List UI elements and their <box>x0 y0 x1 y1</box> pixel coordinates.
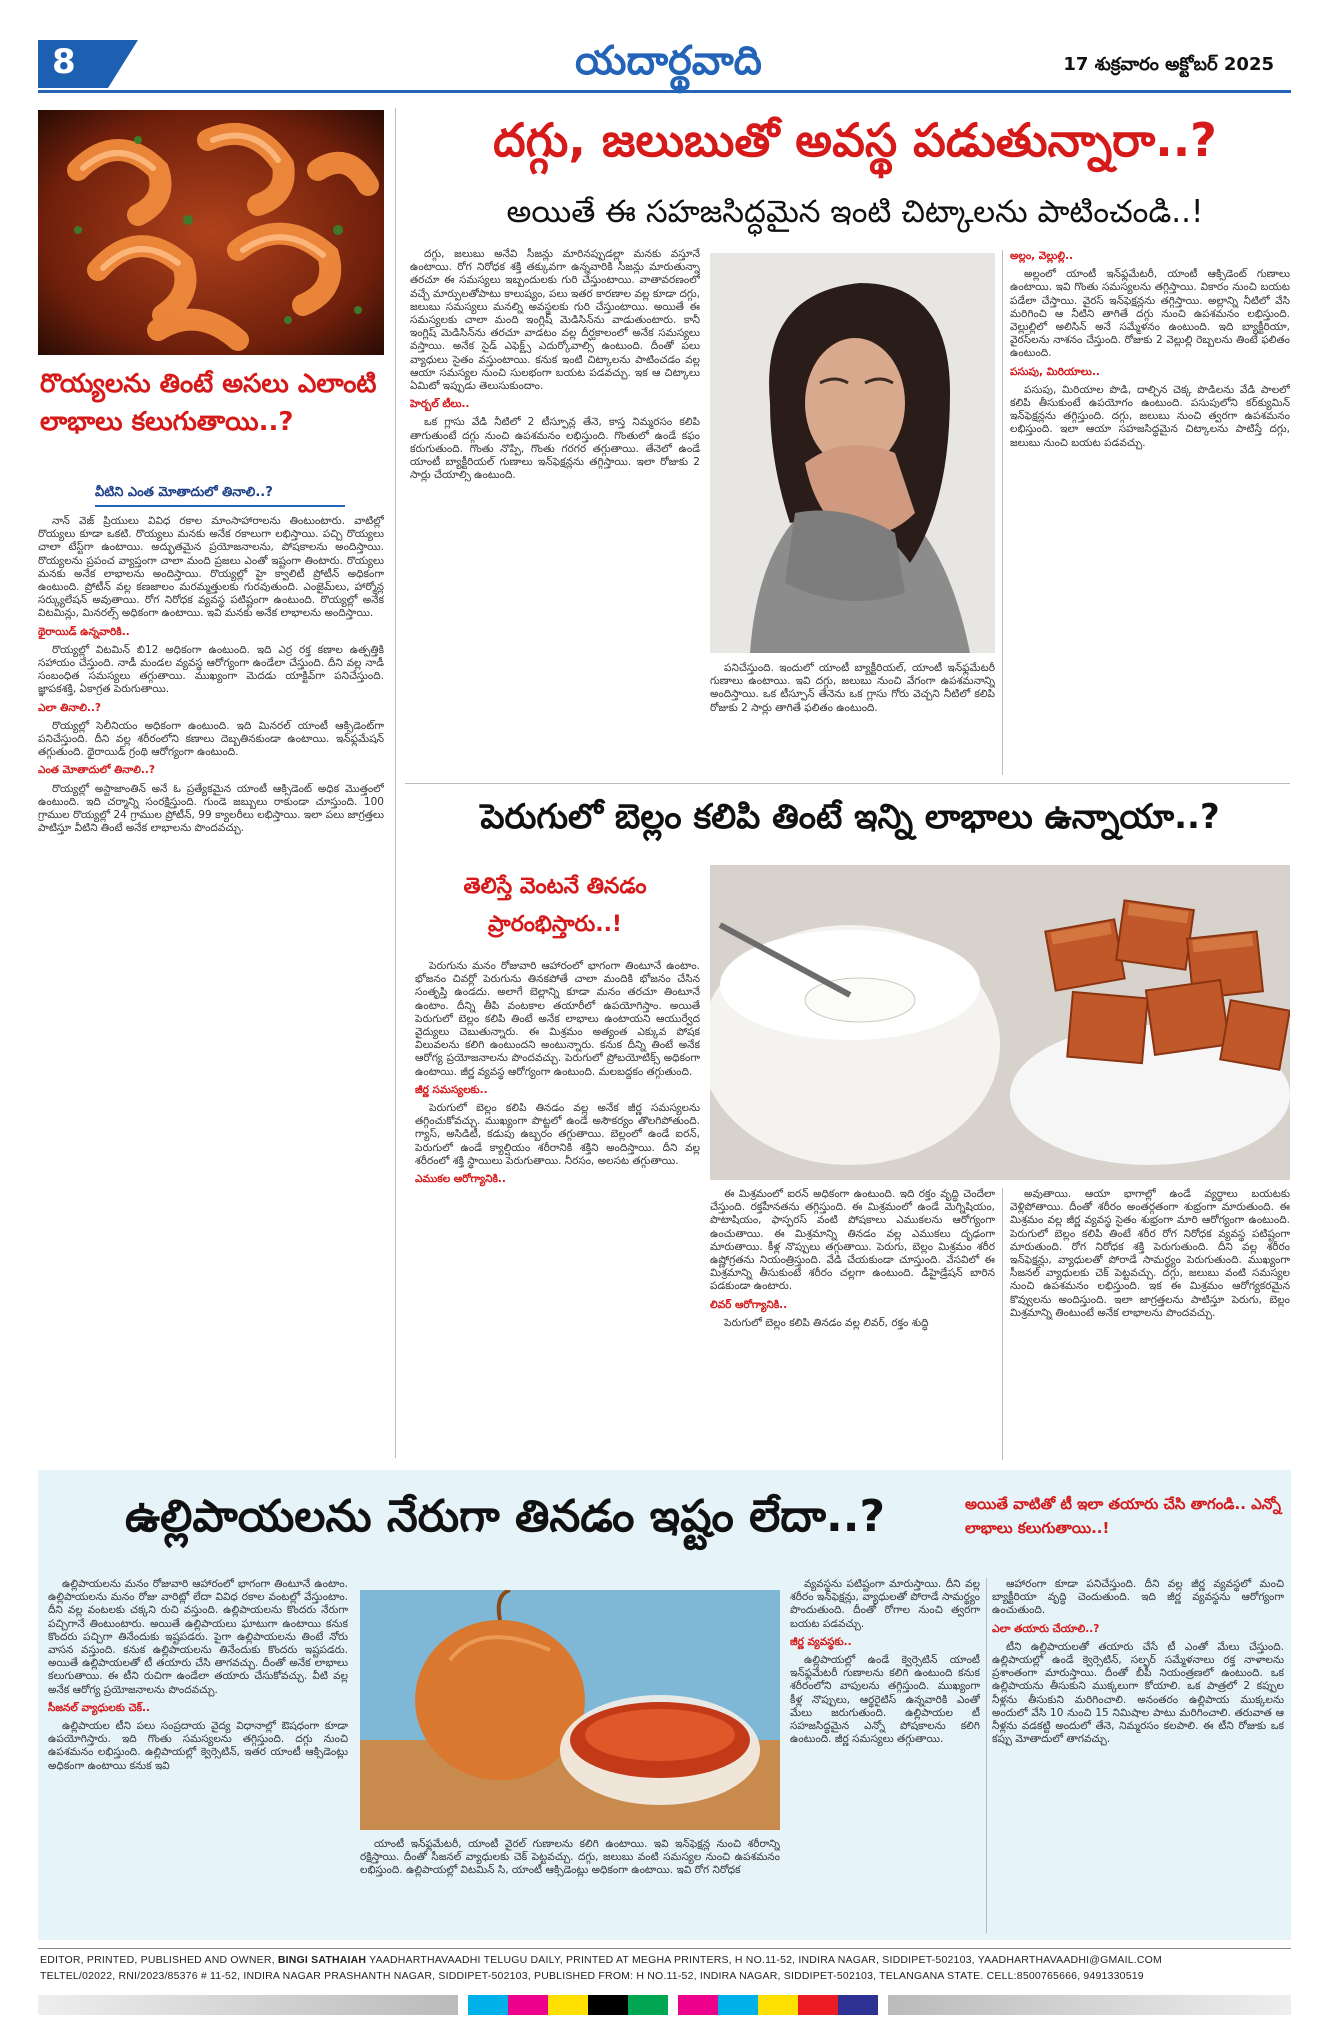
cold-subtitle: అయితే ఈ సహజసిద్ధమైన ఇంటి చిట్కాలను పాటించండి..! <box>506 194 1204 230</box>
cold-paragraph: పనిచేస్తుంది. ఇందులో యాంటీ బ్యాక్టీరియల్, యాంటీ ఇన్‌ఫ్లమేటరీ గుణాలు ఉంటాయి. ఇవి దగ్గు, జలుబు నుంచి వేగంగా ఉపశమనాన్ని అందిస్తాయి. ఒక టీస్పూన్ తేనెను ఒక గ్లాసు గోరు వెచ్చని నీటిలో కలిపి రోజుకు 2 సార్లు తాగితే ఫలితం ఉంటుంది. <box>710 662 995 714</box>
onion-column-1 <box>48 1578 348 1933</box>
onion-paragraph: యాంటీ ఇన్‌ఫ్లమేటరీ, యాంటీ వైరల్ గుణాలను కలిగి ఉంటాయి. ఇవి ఇన్‌ఫెక్షన్ల నుంచి శరీరాన్ని రక్షిస్తాయి. దీంతో సీజనల్ వ్యాధులకు చెక్ పెట్టవచ్చు. దగ్గు, జలుబు వంటి సమస్యల నుంచి ఉపశమనం లభిస్తుంది. ఉల్లిపాయల్లో విటమిన్ సి, యాంటీ ఆక్సిడెంట్లు అధికంగా ఉంటాయి. ఇవి రోగ నిరోధక <box>360 1838 780 1877</box>
prawns-paragraph: రొయ్యల్లో సెలీనియం అధికంగా ఉంటుంది. ఇది మినరల్ యాంటీ ఆక్సిడెంట్‌గా పనిచేస్తుంది. దీని వల్ల శరీరంలోని కణాలు దెబ్బతినకుండా ఉంటాయి. ఇన్‌ఫ్లమేషన్ తగ్గుతుంది. థైరాయిడ్ గ్రంథి ఆరోగ్యంగా ఉంటుంది. <box>38 719 384 759</box>
onion-paragraph: వ్యవస్థను పటిష్టంగా మారుస్తాయి. దీని వల్ల శరీరం ఇన్‌ఫెక్షన్లు, వ్యాధులతో పోరాడే సామర్థ్యం పొందుతుంది. దీంతో రోగాల నుంచి త్వరగా బయట పడవచ్చు. <box>790 1578 980 1630</box>
curd-headline: పెరుగులో బెల్లం కలిపి తింటే ఇన్ని లాభాలు ఉన్నాయా..? <box>480 797 1220 837</box>
cold-headline: దగ్గు, జలుబుతో అవస్థ పడుతున్నారా..? <box>493 113 1217 167</box>
cold-subhead: హెర్బల్ టీలు.. <box>410 398 470 411</box>
curd-subhead: ఎముకల ఆరోగ్యానికి.. <box>415 1173 506 1186</box>
onion-subhead: జీర్ణ వ్యవస్థకు.. <box>790 1635 852 1648</box>
onion-tea-image <box>360 1590 780 1830</box>
column-divider <box>986 1578 987 1933</box>
onion-kicker: అయితే వాటితో టీ ఇలా తయారు చేసి తాగండి.. ఎన్నో లాభాలు కలుగుతాయి..! <box>965 1495 1281 1537</box>
prawns-subhead: థైరాయిడ్ ఉన్నవారికి.. <box>38 625 130 638</box>
prawns-subhead: ఎలా తినాలి..? <box>38 701 101 714</box>
section-divider <box>405 783 1290 784</box>
header-rule <box>38 90 1291 93</box>
prawns-dish-image <box>38 110 384 355</box>
footer-rule <box>38 1948 1291 1949</box>
cold-paragraph: ఒక గ్లాసు వేడి నీటిలో 2 టీస్పూన్ల తేనె, కాస్త నిమ్మరసం కలిపి తాగుతుంటే దగ్గు నుంచి ఉపశమనం లభిస్తుంది. గొంతులో ఉండే కఫం కరుగుతుంది. గొంతు నొప్పి, గొంతు గరగర తగ్గుతాయి. తేనెలో ఉండే యాంటీ బ్యాక్టీరియల్ గుణాలు ఇన్‌ఫెక్షన్లను తగ్గిస్తాయి. ఇలా రోజుకు 2 సార్లు చేయాల్సి ఉంటుంది. <box>410 416 700 482</box>
cold-paragraph: పసుపు, మిరియాల పొడి, దాల్చిన చెక్క పొడిలను వేడి పాలలో కలిపి తీసుకుంటే ఉపయోగం ఉంటుంది. పసుపులోని కర్‌క్యుమిన్ ఇన్‌ఫెక్షన్లను తగ్గిస్తుంది. దగ్గు, జలుబు నుంచి త్వరగా ఉపశమనం లభిస్తుంది. ఇలా ఆయా సహజసిద్ధమైన చిట్కాలను పాటిస్తే దగ్గు, జలుబు నుంచి బయట పడవచ్చు. <box>1010 383 1290 449</box>
prawns-headline: రొయ్యలను తింటే అసలు ఎలాంటి లాభాలు కలుగుతాయి..? <box>40 369 377 437</box>
curd-subhead: జీర్ణ సమస్యలకు.. <box>415 1083 488 1096</box>
cold-subhead: పసుపు, మిరియాలు.. <box>1010 365 1100 378</box>
onion-paragraph: ఉల్లిపాయలను మనం రోజువారి ఆహారంలో భాగంగా తింటూనే ఉంటాం. ఉల్లిపాయలను మనం రోజు వారిట్లో లేదా వివిధ రకాల వంటల్లో వేస్తుంటాం. దీని వల్ల వంటలకు చక్కని రుచి వస్తుంది. ఉల్లిపాయలను కొందరు నేరుగా పచ్చిగానే తింటుంటారు. అయితే ఉల్లిపాయలు ఘాటుగా ఉంటాయి కనుక కొందరు పచ్చిగా తినేందుకు ఇష్టపడరు. పైగా ఉల్లిపాయలను తింటే నోరు వాసన వస్తుంది. కనుక ఉల్లిపాయలను తినేందుకు కొందరు ఇష్టపడరు. అయితే ఉల్లిపాయలతో టీ తయారు చేసి తాగవచ్చు. దీంతో అనేక లాభాలు కలుగుతాయి. ఈ టీని రుచిగా ఉండేలా తయారు చేసుకోవచ్చు. వీటి వల్ల అనేక ఆరోగ్య ప్రయోజనాలను పొందవచ్చు. <box>48 1578 348 1696</box>
prawns-subhead: ఎంత మోతాదులో తినాలి..? <box>38 764 155 777</box>
imprint-rest: YAADHARTHAVAADHI TELUGU DAILY, PRINTED AT MEGHA PRINTERS, H NO.11-52, INDIRA NAGAR, SIDDIPET-502103, YAADHARTHAVAADHI@GMAIL.COM <box>366 1954 1162 1966</box>
curd-kicker: తెలిస్తే వెంటనే తినడం ప్రారంభిస్తారు..! <box>463 874 647 937</box>
curd-column-1 <box>415 960 700 1460</box>
cold-paragraph: దగ్గు, జలుబు అనేవి సీజన్లు మారినప్పుడల్లా మనకు వస్తూనే ఉంటాయి. రోగ నిరోధక శక్తి తక్కువగా ఉన్నవారికి సీజన్లు మారుతున్నా తరచూ ఈ సమస్యలు ఇబ్బందులకు గురి చేస్తుంటాయి. వాతావరణంలో వచ్చే మార్పులతోపాటు కాలుష్యం, పలు ఇతర కారణాల వల్ల కూడా దగ్గు, జలుబు సమస్యలు మనల్ని అవస్థలకు గురి చేస్తుంటాయి. అయితే ఈ సమస్యలకు చాలా మంది ఇంగ్లిష్ మెడిసిన్‌ను వాడుతుంటారు. కానీ ఇంగ్లిష్ మెడిసిన్‌ను తరచూ వాడటం వల్ల దీర్ఘకాలంలో అనేక సమస్యలు వస్తాయి. అనేక సైడ్ ఎఫెక్ట్స్ ఎదుర్కోవాల్సి ఉంటుంది. దీంతో పలు వ్యాధులు సైతం వస్తుంటాయి. కనుక ఇంటి చిట్కాలను పాటించడం వల్ల ఆయా సమస్యల నుంచి సులభంగా బయట పడవచ్చు. ఇక ఆ చిట్కాలు ఏమిటో ఇప్పుడు తెలుసుకుందాం. <box>410 248 700 393</box>
prawns-body <box>38 515 384 1460</box>
curd-paragraph: ఈ మిశ్రమంలో ఐరన్ అధికంగా ఉంటుంది. ఇది రక్తం వృద్ధి చెందేలా చేస్తుంది. రక్తహీనతను తగ్గిస్తుంది. ఈ మిశ్రమంలో ఉండే మెగ్నిషియం, పొటాషియం, ఫాస్ఫరస్ వంటి పోషకాలు ఎముకలను ఆరోగ్యంగా ఉంచుతాయి. ఈ మిశ్రమాన్ని తినడం వల్ల ఎముకలు దృఢంగా మారుతాయి. కీళ్ల నొప్పులు తగ్గుతాయి. పెరుగు, బెల్లం మిశ్రమం శరీర ఉష్ణోగ్రతను నియంత్రిస్తుంది. వేడి చేయకుండా చూస్తుంది. వేసవిలో ఈ మిశ్రమాన్ని తీసుకుంటే శరీరం చల్లగా ఉంటుంది. డీహైడ్రేషన్ బారిన పడకుండా ఉంటారు. <box>710 1188 995 1293</box>
cmyk-swatches <box>468 1995 668 2015</box>
cold-subhead: అల్లం, వెల్లుల్లి.. <box>1010 250 1074 262</box>
grey-ramp <box>888 1995 1291 2015</box>
curd-paragraph: పెరుగులో బెల్లం కలిపి తినడం వల్ల లివర్, రక్తం శుద్ధి <box>724 1316 929 1329</box>
curd-paragraph: అవుతాయి. ఆయా భాగాల్లో ఉండే వ్యర్థాలు బయటకు వెళ్లిపోతాయి. దీంతో శరీరం అంతర్గతంగా శుభ్రంగా మారుతుంది. ఈ మిశ్రమం వల్ల జీర్ణ వ్యవస్థ సైతం శుభ్రంగా మారి ఆరోగ్యంగా ఉంటుంది. పెరుగులో బెల్లం కలిపి తింటే శరీర రోగ నిరోధక వ్యవస్థ పటిష్టంగా మారుతుంది. రోగ నిరోధక శక్తి పెరుగుతుంది. దీని వల్ల శరీరం ఇన్‌ఫెక్షన్లు, వ్యాధులతో పోరాడే సామర్థ్యం పెరుగుతుంది. ముఖ్యంగా సీజనల్ వ్యాధులకు చెక్ పెట్టవచ్చు. దగ్గు, జలుబు వంటి సమస్యల నుంచి ఉపశమనం లభిస్తుంది. ఇక ఈ మిశ్రమం ఆరోగ్యకరమైన కొవ్వులను అందిస్తుంది. ఇలా జాగ్రత్తలను పాటిస్తూ పెరుగు, బెల్లం మిశ్రమాన్ని తింటుంటే అనేక లాభాలను పొందవచ్చు. <box>1010 1188 1290 1319</box>
woman-coughing-image <box>710 253 995 653</box>
curd-column-3 <box>1010 1188 1290 1460</box>
onion-paragraph: టీని ఉల్లిపాయలతో తయారు చేసే టీ ఎంతో మేలు చేస్తుంది. ఉల్లిపాయల్లో ఉండే క్వెర్సెటిన్, సల్ఫర్ సమ్మేళనాలు రక్త నాళాలను ప్రశాంతంగా మారుస్తాయి. దీంతో బీపీ నియంత్రణలో ఉంటుంది. ఒక ఉల్లిపాయను తీసుకుని ముక్కలుగా కోయాలి. ఒక పాత్రలో 2 కప్పుల నీళ్లను తీసుకుని మరిగించాలి. అనంతరం ఉల్లిపాయ ముక్కలను అందులో వేసి 10 నుంచి 15 నిమిషాల పాటు మరిగించాలి. తరువాత ఆ నీళ్లను వడకట్టి అందులో తేనె, నిమ్మరసం కలపాలి. ఈ టీని రోజుకు ఒక కప్పు మోతాదులో తాగవచ్చు. <box>992 1640 1284 1746</box>
imprint-prefix: EDITOR, PRINTED, PUBLISHED AND OWNER, <box>40 1954 278 1966</box>
cmyk-swatches <box>678 1995 878 2015</box>
cold-paragraph: అల్లంలో యాంటీ ఇన్‌ఫ్లమేటరీ, యాంటీ ఆక్సిడెంట్ గుణాలు ఉంటాయి. ఇవి గొంతు సమస్యలను తగ్గిస్తాయి. వికారం నుంచి బయట పడేలా చేస్తాయి. వైరస్ ఇన్‌ఫెక్షన్లను తగ్గిస్తాయి. అల్లాన్ని నీటిలో వేసి మరిగించి ఆ నీటిని తాగితే దగ్గు నుంచి ఉపశమనం లభిస్తుంది. వెల్లుల్లిలో అలిసిన్ అనే సమ్మేళనం ఉంటుంది. ఇది బ్యాక్టీరియా, వైరస్‌లను నాశనం చేస్తుంది. రోజుకు 2 వెల్లుల్లి రెబ్బలను తింటే ఫలితం ఉంటుంది. <box>1010 268 1290 360</box>
onion-paragraph: ఉల్లిపాయల్లో ఉండే క్వెర్సెటిన్ యాంటీ ఇన్‌ఫ్లమేటరీ గుణాలను కలిగి ఉంటుంది కనుక శరీరంలోని వాపులను తగ్గిస్తుంది. ముఖ్యంగా కీళ్ల నొప్పులు, ఆర్థరైటిస్ ఉన్నవారికి ఎంతో మేలు జరుగుతుంది. ఉల్లిపాయల టీ సహజసిద్ధమైన ఎన్నో పోషకాలను కలిగి ఉంటుంది. జీర్ణ సమస్యలు తగ్గుతాయి. <box>790 1654 980 1746</box>
grey-ramp <box>38 1995 458 2015</box>
page-number: 8 <box>52 42 76 82</box>
prawns-paragraph: రొయ్యల్లో విటమిన్ బి12 అధికంగా ఉంటుంది. ఇది ఎర్ర రక్త కణాల ఉత్పత్తికి సహాయం చేస్తుంది. నాడీ మండల వ్యవస్థ ఆరోగ్యంగా ఉండేలా చేస్తుంది. దీని వల్ల నాడీ సంబంధిత సమస్యలు తగ్గుతాయి. ముఖ్యంగా మెదడు యాక్టివ్‌గా పనిచేస్తుంది. జ్ఞాపకశక్తి, ఏకాగ్రత పెరుగుతాయి. <box>38 643 384 696</box>
onion-column-2 <box>360 1838 780 1933</box>
imprint-line-2: TELTEL/02022, RNI/2023/85376 # 11-52, INDIRA NAGAR PRASHANTH NAGAR, SIDDIPET-502103, PUBLISHED FROM: H NO.11-52, INDIRA NAGAR, SIDDIPET-502103, TELANGANA STATE. CELL:8500765666, 9491330519 <box>40 1970 1144 1982</box>
prawns-paragraph: నాన్ వెజ్ ప్రియులు వివిధ రకాల మాంసాహారాలను తింటుంటారు. వాటిల్లో రొయ్యలు కూడా ఒకటి. రొయ్యలు మనకు అనేక రకాలుగా లభిస్తాయి. పచ్చి రొయ్యలు చాలా టేస్ట్‌గా ఉంటాయి. అద్భుతమైన ప్రయోజనాలను, పోషకాలను అందిస్తాయి. రొయ్యలను ప్రపంచ వ్యాప్తంగా చాలా మంది ప్రజలు ఎంతో ఇష్టంగా తింటారు. రొయ్యలు మనకు అనేక లాభాలను అందిస్తాయి. రొయ్యల్లో హై క్వాలిటీ ప్రోటీన్ అధికంగా ఉంటుంది. ప్రోటీన్ వల్ల కణజాలం మరమ్మత్తులకు గురవుతుంది. ఎంజైమ్‌లు, హార్మోన్ల సర్క్యులేషన్ అవుతాయి. రోగ నిరోధక వ్యవస్థ పటిష్టంగా ఉంటుంది. రొయ్యల్లో అనేక విటమిన్లు, మినరల్స్ అధికంగా ఉంటాయి. ఇవి మనకు అనేక లాభాలను అందిస్తాయి. <box>38 515 384 620</box>
onion-tea-illustration <box>360 1590 780 1830</box>
onion-paragraph: ఉల్లిపాయల టీని పలు సంప్రదాయ వైద్య విధానాల్లో ఔషధంగా కూడా ఉపయోగిస్తారు. ఇది గొంతు సమస్యలను తగ్గిస్తుంది. దగ్గు నుంచి ఉపశమనం లభిస్తుంది. ఉల్లిపాయల్లో క్వెర్సెటిన్, ఇతర యాంటీ ఆక్సిడెంట్లు అధికంగా ఉంటాయి కనుక ఇవి <box>48 1720 348 1772</box>
cold-column-3 <box>1010 250 1290 775</box>
onion-column-3 <box>790 1578 980 1933</box>
color-registration-bar <box>38 1995 1291 2017</box>
column-divider <box>1002 1188 1003 1460</box>
cold-column-2 <box>710 662 995 772</box>
woman-coughing-illustration <box>710 253 995 653</box>
onion-headline: ఉల్లిపాయలను నేరుగా తినడం ఇష్టం లేదా..? <box>124 1491 886 1542</box>
curd-paragraph: పెరుగులో బెల్లం కలిపి తినడం వల్ల అనేక జీర్ణ సమస్యలను తగ్గించుకోవచ్చు. ముఖ్యంగా పొట్టలో ఉండే అసౌకర్యం తొలగిపోతుంది. గ్యాస్, అసిడిటీ, కడుపు ఉబ్బరం తగ్గుతాయి. బెల్లంలో ఉండే ఐరన్, పెరుగులో ఉండే క్యాల్షియం శరీరానికి శక్తిని అందిస్తాయి. దీని వల్ల శరీరంలో శక్తి స్థాయిలు పెరుగుతాయి. నీరసం, అలసట తగ్గుతాయి. <box>415 1102 700 1167</box>
prawns-illustration <box>38 110 384 355</box>
masthead-logo: యదార్థవాది <box>575 38 762 84</box>
cold-column-1 <box>410 248 700 768</box>
onion-column-4 <box>992 1578 1284 1933</box>
onion-subhead: ఎలా తయారు చేయాలి..? <box>992 1622 1100 1635</box>
onion-subhead: సీజనల్ వ్యాధులకు చెక్.. <box>48 1701 151 1714</box>
curd-subhead: లివర్ ఆరోగ్యానికి.. <box>710 1298 788 1311</box>
onion-paragraph: ఆహారంగా కూడా పనిచేస్తుంది. దీని వల్ల జీర్ణ వ్యవస్థలో మంచి బ్యాక్టీరియా వృద్ధి చెందుతుంది. ఇది జీర్ణ వ్యవస్థను ఆరోగ్యంగా ఉంచుతుంది. <box>992 1578 1284 1617</box>
curd-jaggery-image <box>710 865 1290 1180</box>
curd-jaggery-illustration <box>710 865 1290 1180</box>
prawns-subtitle: వీటిని ఎంత మోతాదులో తినాలి..? <box>95 485 345 507</box>
column-divider <box>1002 250 1003 775</box>
column-divider <box>395 108 396 1458</box>
curd-column-2 <box>710 1188 995 1460</box>
prawns-paragraph: రొయ్యల్లో అస్టాజాంతిన్ అనే ఓ ప్రత్యేకమైన యాంటీ ఆక్సిడెంట్ అధిక మొత్తంలో ఉంటుంది. ఇది చర్మాన్ని సంరక్షిస్తుంది. గుండె జబ్బులు రాకుండా చూస్తుంది. 100 గ్రాముల రొయ్యల్లో 24 గ్రాముల ప్రోటీన్, 99 క్యాలరీలు లభిస్తాయి. ఇలా పలు జాగ్రత్తలు పాటిస్తూ వీటిని తింటే అనేక లాభాలను పొందవచ్చు. <box>38 782 384 835</box>
imprint-line-1 <box>40 1954 1290 1966</box>
curd-paragraph: పెరుగును మనం రోజువారి ఆహారంలో భాగంగా తింటూనే ఉంటాం. భోజనం చివర్లో పెరుగును తినకపోతే చాలా మందికి భోజనం చేసిన సంతృప్తి ఉండదు. అలాగే బెల్లాన్ని కూడా మనం తరచూ తింటూనే ఉంటాం. దీన్ని తీపి వంటకాల తయారీలో ఉపయోగిస్తాం. అయితే పెరుగులో బెల్లం కలిపి తింటే అనేక లాభాలు ఉంటాయని ఆయుర్వేద వైద్యులు చెబుతున్నారు. ఈ మిశ్రమం అత్యంత ఎక్కువ పోషక విలువలను కలిగి ఉంటుందని అంటున్నారు. కనుక దీన్ని తింటే అనేక ఆరోగ్య ప్రయోజనాలను పొందవచ్చు. పెరుగులో ప్రోబయోటిక్స్ అధికంగా ఉంటాయి. జీర్ణ వ్యవస్థ ఆరోగ్యంగా ఉంటుంది. మలబద్దకం తగ్గుతుంది. <box>415 960 700 1078</box>
publication-date: 17 శుక్రవారం అక్టోబర్ 2025 <box>1063 54 1274 75</box>
imprint-editor-name: BINGI SATHAIAH <box>277 1954 367 1966</box>
